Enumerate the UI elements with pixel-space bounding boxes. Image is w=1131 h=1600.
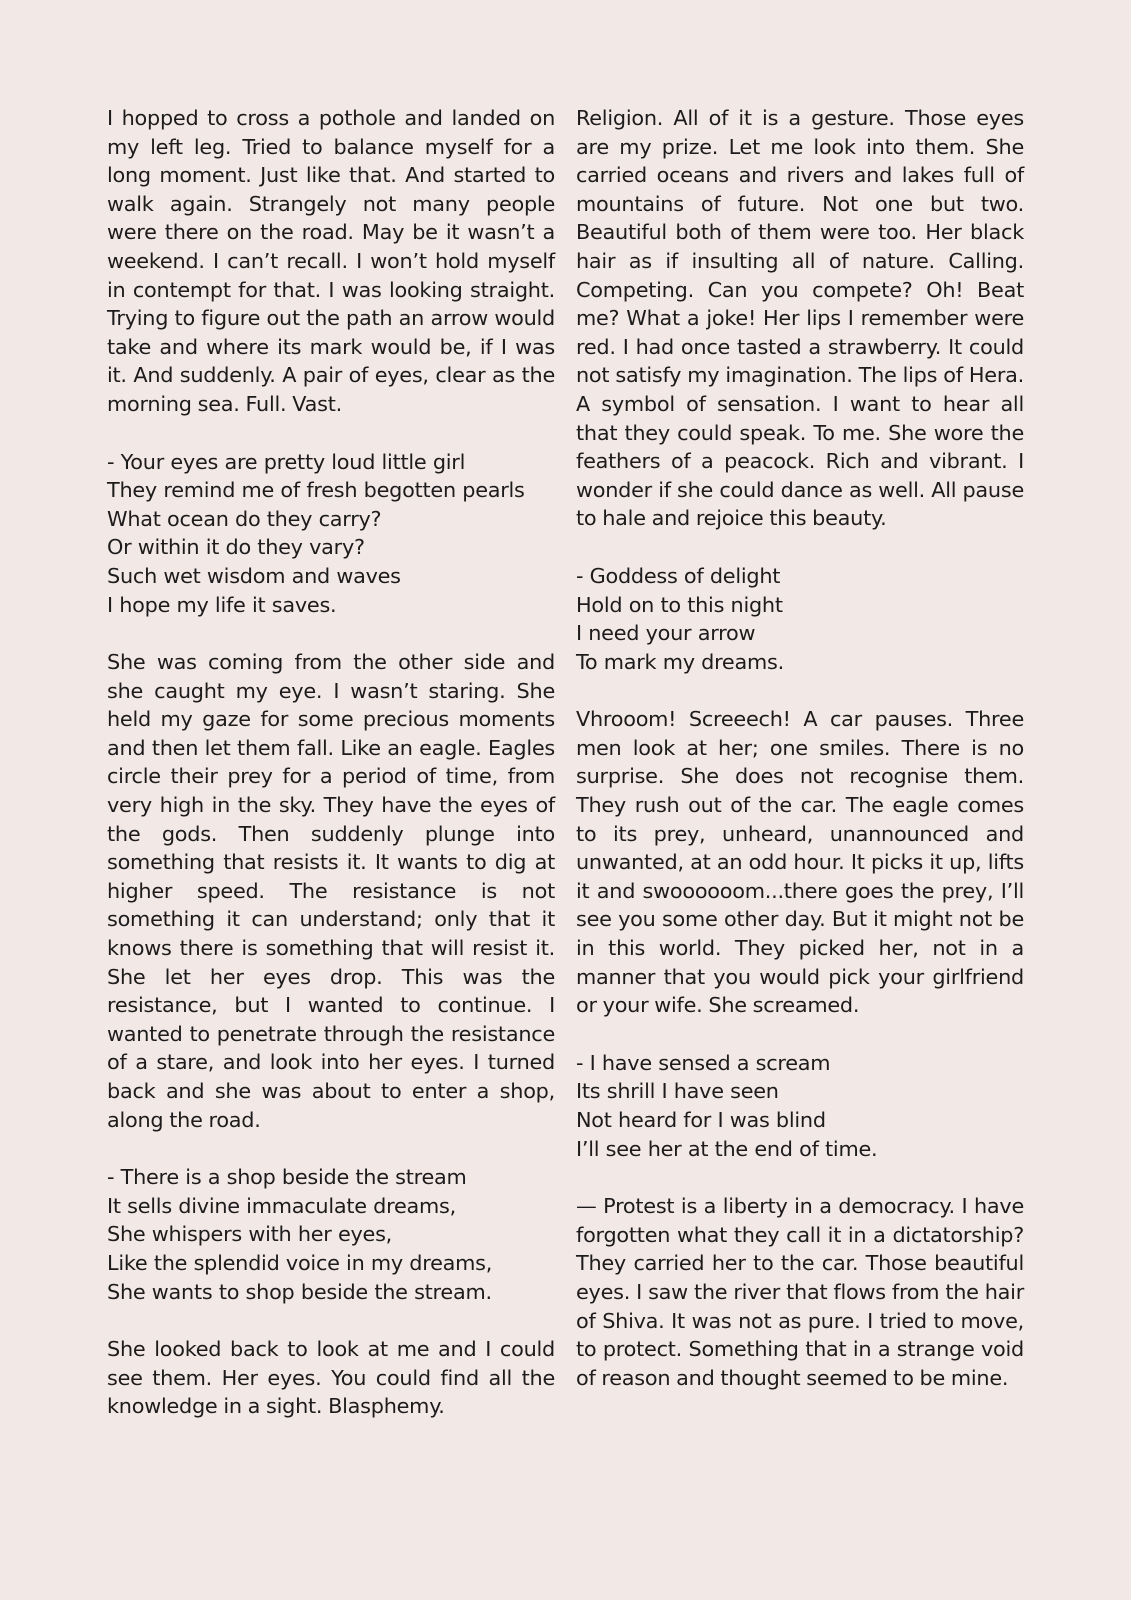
poem-line: - I have sensed a scream: [576, 1050, 831, 1075]
poem-line: - Goddess of delight: [576, 563, 781, 588]
poem-line: - Your eyes are pretty loud little girl: [107, 449, 466, 474]
poem-line: She whispers with her eyes,: [107, 1222, 393, 1247]
poem-line: I hope my life it saves.: [107, 592, 337, 617]
paragraph: She looked back to look at me and I could see them. Her eyes. You could find all the knowledge in a sight. Blasphemy.: [107, 1337, 555, 1419]
paragraph: She was coming from the other side and she caught my eye. I wasn’t staring. She held my gaze for some precious moments and then let them fall. Like an eagle. Eagles circle their prey for a period of time, from very high in the sky. They have the eyes of the gods. Then suddenly plunge into something that resists it. It wants to dig at higher speed. The resistance is not something it can understand; only that it knows there is something that will resist it. She let her eyes drop. This was the resistance, but I wanted to continue. I wanted to penetrate through the resistance of a stare, and look into her eyes. I turned back and she was about to enter a shop, along the road.: [107, 650, 555, 1132]
poem-line: Such wet wisdom and waves: [107, 563, 401, 588]
poem-stanza: [107, 448, 555, 620]
poem-line: Not heard for I was blind: [576, 1108, 826, 1132]
poem-line: Hold on to this night: [576, 592, 783, 617]
right-column: [576, 104, 1024, 1484]
paragraph: Vhrooom! Screeech! A car pauses. Three men look at her; one smiles. There is no surprise. She does not recognise them. They rush out of the car. The eagle comes to its prey, unheard, unannounced and unwanted, at an odd hour. It picks it up, lifts it and swoooooom...there goes the prey, I’ll see you some other day. But it might not be in this world. They picked her, not in a manner that you would pick your girlfriend or your wife. She screamed.: [576, 707, 1024, 1018]
poem-line: What ocean do they carry?: [107, 506, 382, 531]
poem-stanza: [107, 1163, 555, 1306]
poem-line: Like the splendid voice in my dreams,: [107, 1250, 493, 1275]
poem-line: - There is a shop beside the stream: [107, 1165, 467, 1190]
document-page: [107, 104, 1024, 1484]
poem-stanza: [576, 562, 1024, 676]
poem-line: Or within it do they vary?: [107, 535, 365, 560]
poem-line: To mark my dreams.: [576, 649, 784, 674]
poem-stanza: [576, 1049, 1024, 1163]
left-column: [107, 104, 555, 1484]
poem-line: It sells divine immaculate dreams,: [107, 1193, 456, 1218]
paragraph: I hopped to cross a pothole and landed on my left leg. Tried to balance myself for a long moment. Just like that. And started to walk again. Strangely not many people were there on the road. May be it wasn’t a weekend. I can’t recall. I won’t hold myself in contempt for that. I was looking straight. Trying to figure out the path an arrow would take and where its mark would be, if I was it. And suddenly. A pair of eyes, clear as the morning sea. Full. Vast.: [107, 106, 555, 416]
poem-line: Its shrill I have seen: [576, 1079, 779, 1104]
paragraph: — Protest is a liberty in a democracy. I have forgotten what they call it in a dictatorship? They carried her to the car. Those beautiful eyes. I saw the river that flows from the hair of Shiva. It was not as pure. I tried to move, to protect. Something that in a strange void of reason and thought seemed to be mine.: [576, 1194, 1024, 1390]
poem-line: I need your arrow: [576, 621, 756, 646]
poem-line: They remind me of fresh begotten pearls: [107, 478, 525, 503]
poem-line: I’ll see her at the end of time.: [576, 1136, 878, 1161]
paragraph: Religion. All of it is a gesture. Those eyes are my prize. Let me look into them. She carried oceans and rivers and lakes full of mountains of future. Not one but two. Beautiful both of them were too. Her black hair as if insulting all of nature. Calling. Competing. Can you compete? Oh! Beat me? What a joke! Her lips I remember were red. I had once tasted a strawberry. It could not satisfy my imagination. The lips of Hera. A symbol of sensation. I want to hear all that they could speak. To me. She wore the feathers of a peacock. Rich and vibrant. I wonder if she could dance as well. All pause to hale and rejoice this beauty.: [576, 106, 1024, 531]
poem-line: She wants to shop beside the stream.: [107, 1279, 492, 1304]
